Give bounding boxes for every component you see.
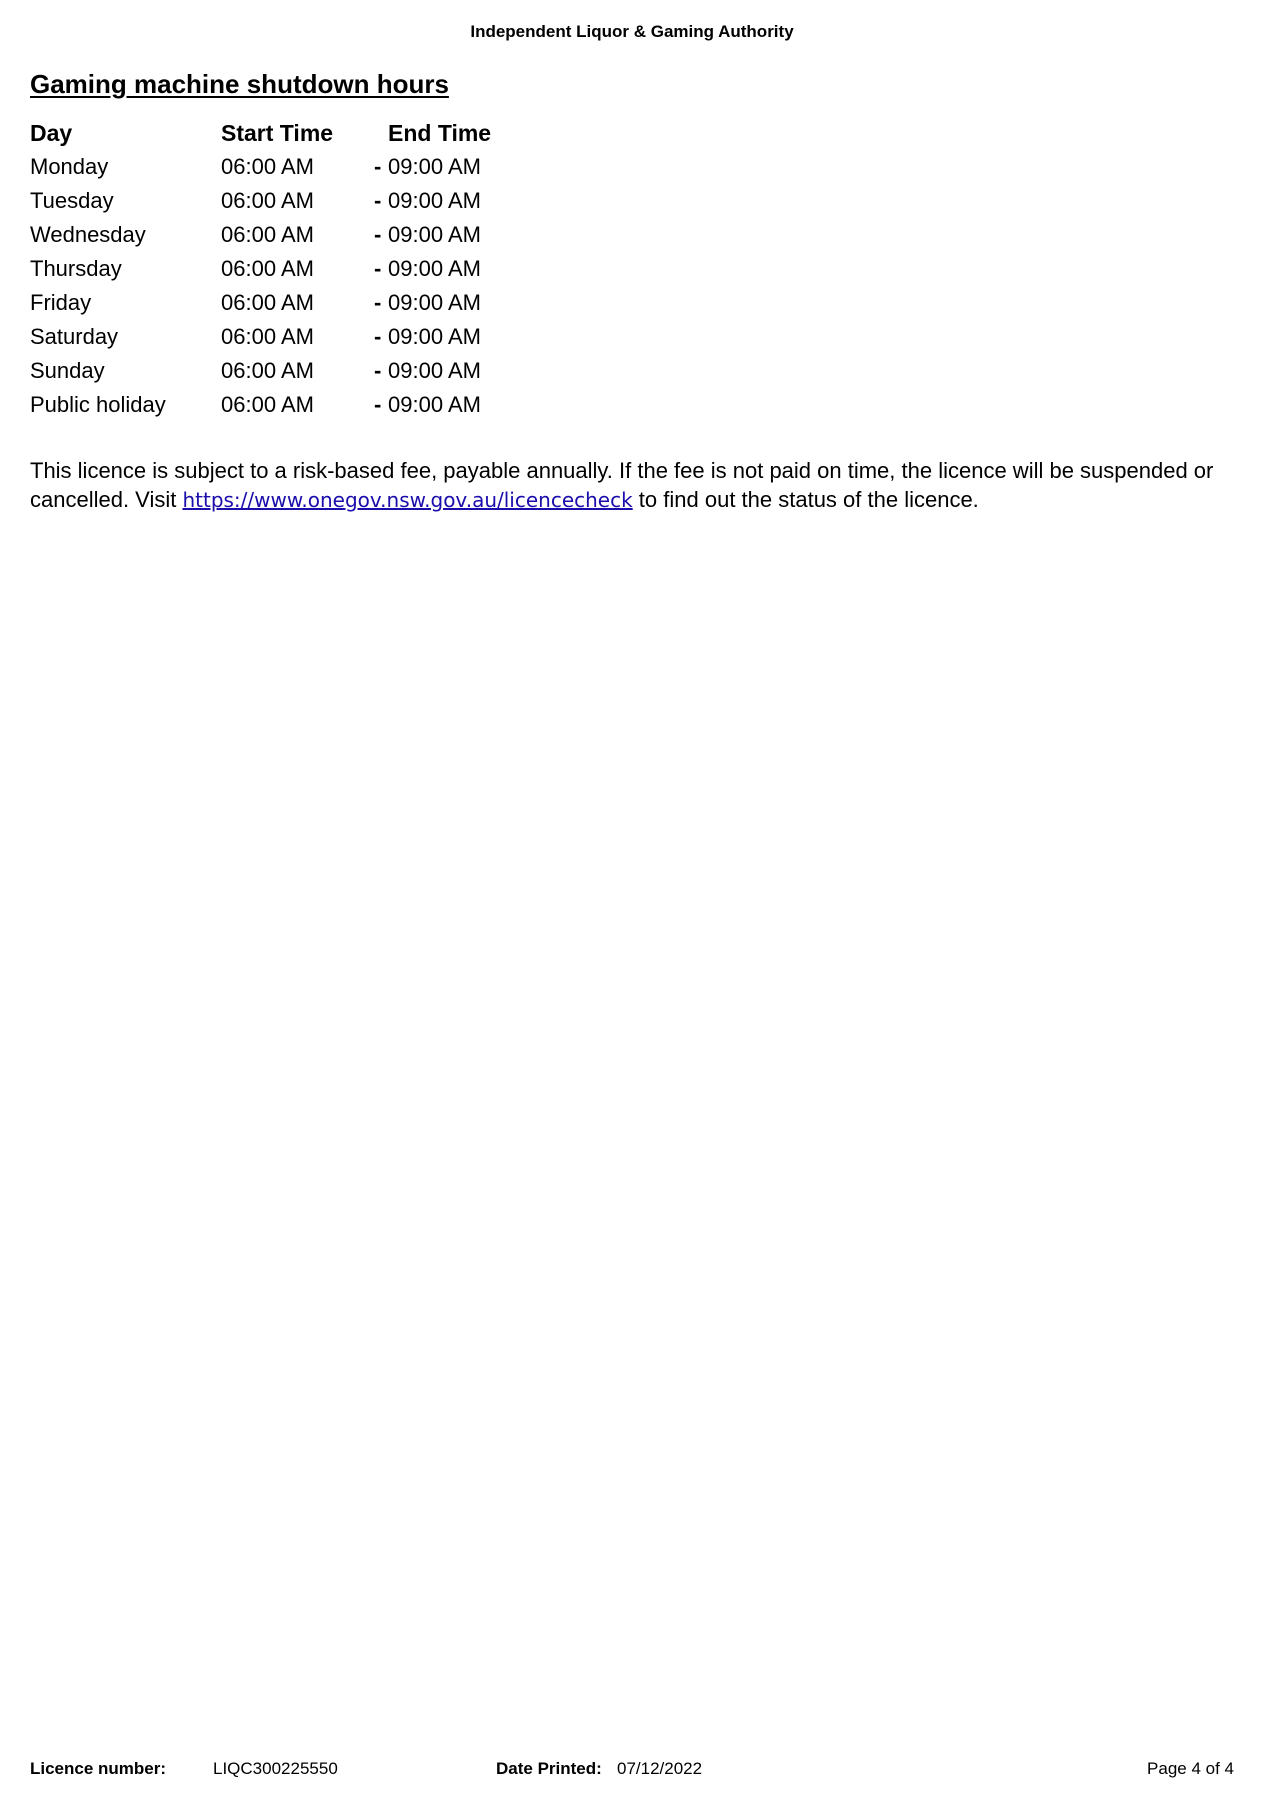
end-time-value: 09:00 AM (388, 256, 481, 281)
table-row (30, 184, 528, 218)
notice-text-before: This licence is subject to a risk-based fee, payable annually. If the fee is not paid on time, the licence will be suspended or cancelled. Visit (30, 458, 1214, 512)
start-time-cell: 06:00 AM (221, 392, 314, 417)
time-separator: - (374, 290, 382, 315)
licence-fee-notice (30, 456, 1245, 515)
table-header-row (30, 116, 528, 150)
end-time-cell (374, 286, 528, 320)
day-cell: Thursday (30, 256, 122, 281)
time-separator: - (374, 188, 382, 213)
time-separator: - (374, 222, 382, 247)
end-time-value: 09:00 AM (388, 222, 481, 247)
time-separator: - (374, 392, 382, 417)
end-time-value: 09:00 AM (388, 154, 481, 179)
table-row (30, 388, 528, 422)
page-footer (30, 1759, 1234, 1781)
date-printed-label: Date Printed: (496, 1759, 602, 1778)
end-time-cell (374, 354, 528, 388)
table-row (30, 150, 528, 184)
table-row (30, 252, 528, 286)
time-separator: - (374, 358, 382, 383)
page-header-authority: Independent Liquor & Gaming Authority (470, 22, 794, 41)
end-time-value: 09:00 AM (388, 188, 481, 213)
start-time-cell: 06:00 AM (221, 256, 314, 281)
start-time-cell: 06:00 AM (221, 290, 314, 315)
start-time-cell: 06:00 AM (221, 222, 314, 247)
day-cell: Public holiday (30, 392, 166, 417)
column-header-start-time: Start Time (221, 119, 334, 146)
end-time-cell (374, 252, 528, 286)
shutdown-hours-table (30, 116, 528, 422)
time-separator: - (374, 154, 382, 179)
page-number: Page 4 of 4 (1147, 1759, 1234, 1778)
licence-check-link[interactable]: https://www.onegov.nsw.gov.au/licencecheck (182, 488, 633, 512)
start-time-cell: 06:00 AM (221, 154, 314, 179)
notice-text-after: to find out the status of the licence. (632, 487, 979, 512)
time-separator: - (374, 324, 382, 349)
day-cell: Saturday (30, 324, 119, 349)
section-title: Gaming machine shutdown hours (30, 69, 449, 99)
date-printed-value: 07/12/2022 (617, 1759, 703, 1778)
table-row (30, 320, 528, 354)
day-cell: Monday (30, 154, 109, 179)
table-row (30, 286, 528, 320)
end-time-value: 09:00 AM (388, 290, 481, 315)
day-cell: Wednesday (30, 222, 146, 247)
day-cell: Sunday (30, 358, 105, 383)
start-time-cell: 06:00 AM (221, 358, 314, 383)
start-time-cell: 06:00 AM (221, 324, 314, 349)
column-header-end-time: End Time (388, 119, 492, 146)
table-row (30, 354, 528, 388)
end-time-value: 09:00 AM (388, 392, 481, 417)
end-time-cell (374, 320, 528, 354)
end-time-cell (374, 388, 528, 422)
end-time-value: 09:00 AM (388, 358, 481, 383)
end-time-cell (374, 184, 528, 218)
licence-number-value: LIQC300225550 (213, 1759, 338, 1778)
table-row (30, 218, 528, 252)
column-header-day: Day (30, 119, 73, 146)
end-time-cell (374, 218, 528, 252)
end-time-cell (374, 150, 528, 184)
licence-number-label: Licence number: (30, 1759, 167, 1778)
time-separator: - (374, 256, 382, 281)
start-time-cell: 06:00 AM (221, 188, 314, 213)
end-time-value: 09:00 AM (388, 324, 481, 349)
day-cell: Tuesday (30, 188, 114, 213)
day-cell: Friday (30, 290, 92, 315)
